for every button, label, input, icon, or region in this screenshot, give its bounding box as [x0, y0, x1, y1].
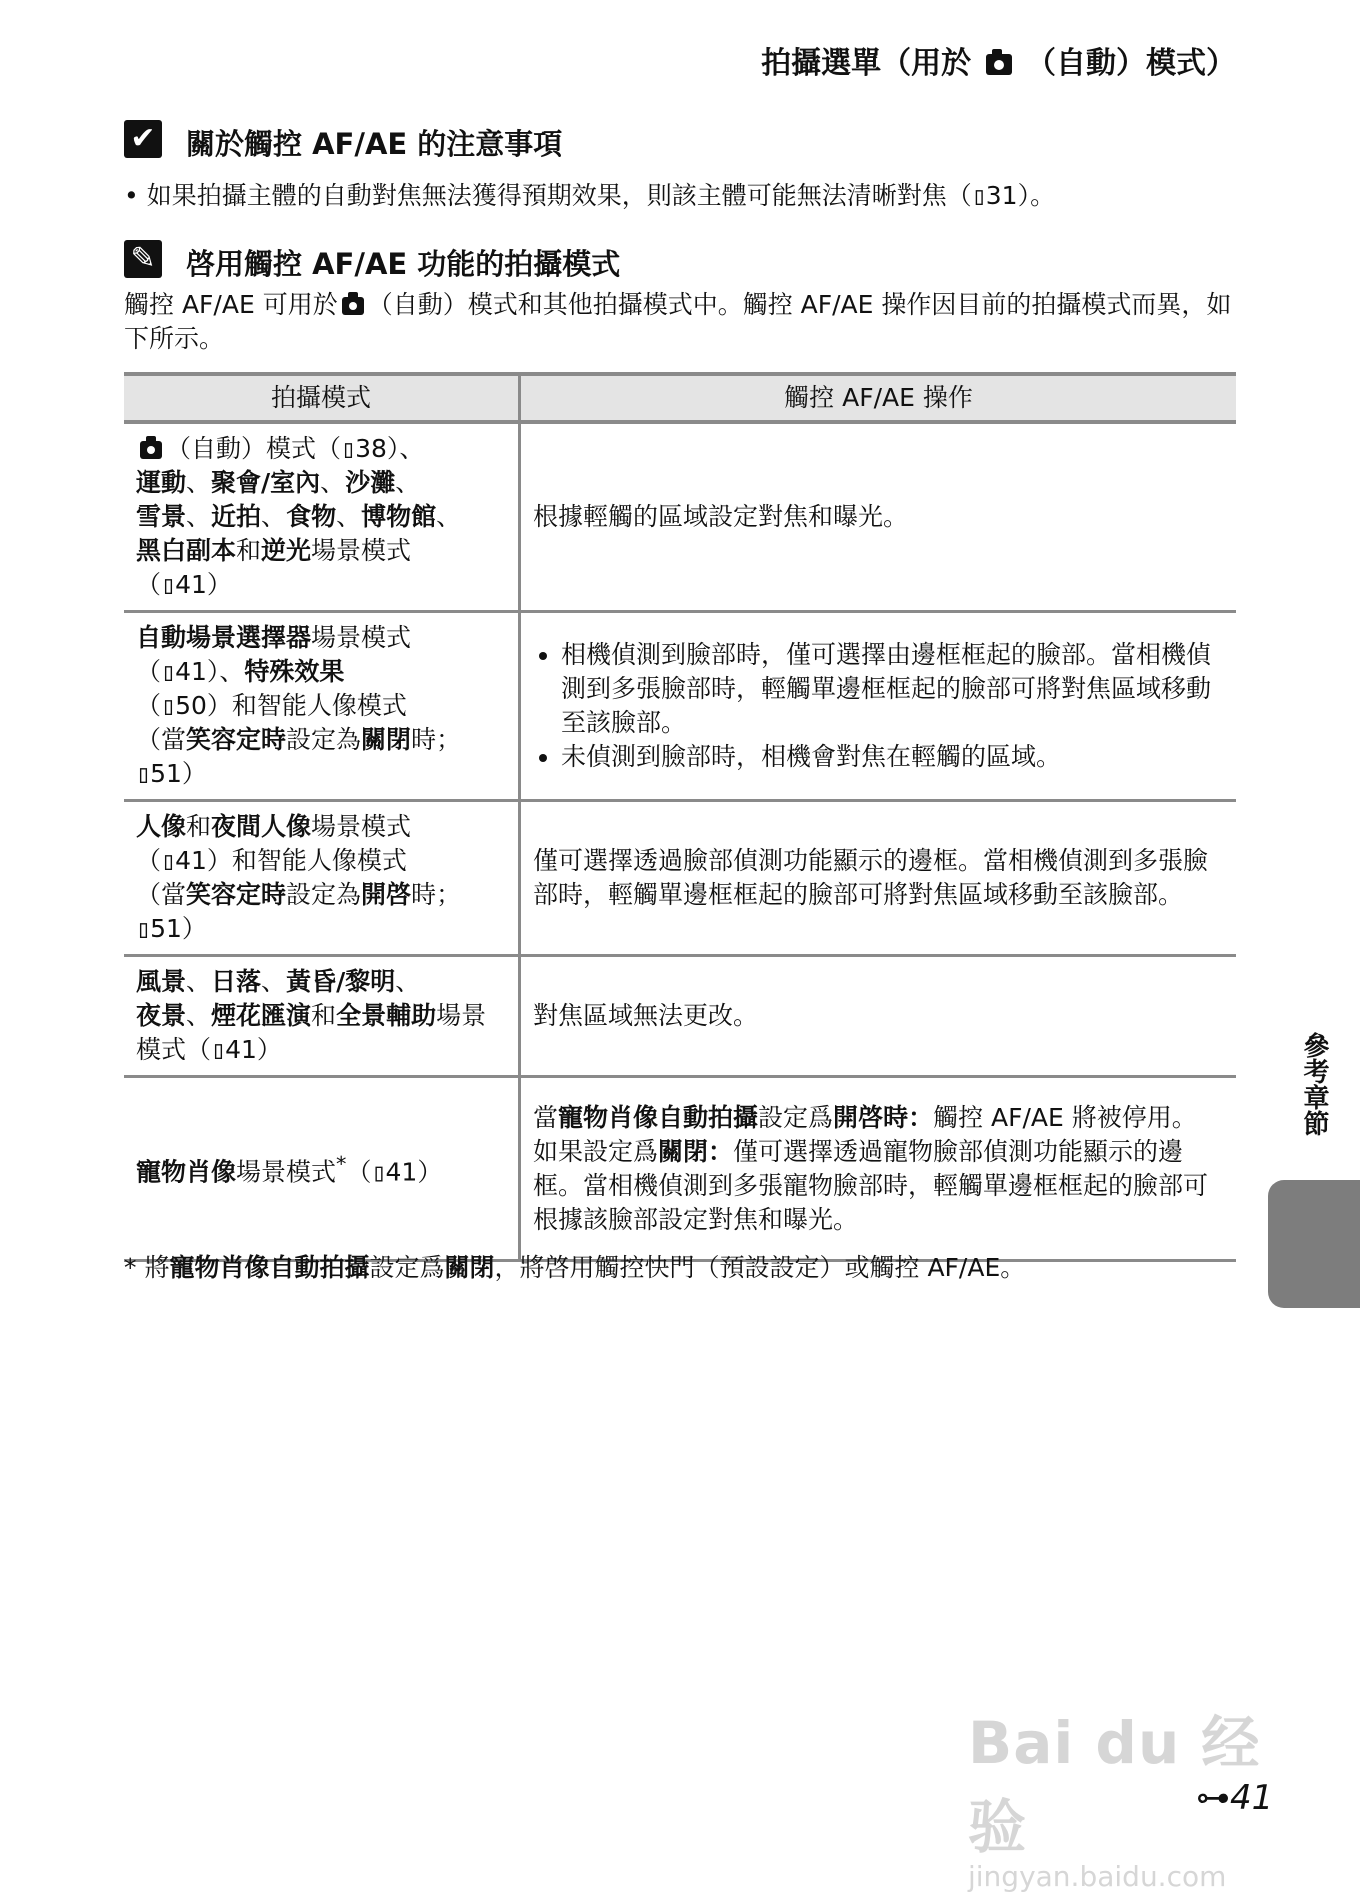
list-item: • 未偵測到臉部時，相機會對焦在輕觸的區域。 — [561, 740, 1226, 774]
mode-table — [124, 372, 1236, 1262]
table-row — [124, 1077, 1236, 1261]
table-row — [124, 801, 1236, 956]
mode-cell: 寵物肖像場景模式*（▯41） — [124, 1077, 520, 1261]
side-tab[interactable] — [1268, 1180, 1360, 1308]
book-reference-icon: ▯ — [341, 434, 356, 463]
book-reference-icon: ▯ — [161, 657, 176, 686]
table-row — [124, 422, 1236, 612]
mode-cell: 人像和夜間人像場景模式 （▯41）和智能人像模式 （當笑容定時設定為開啓時； ▯51） — [124, 801, 520, 956]
mode-cell: （自動）模式（▯38）、 運動、聚會/室內、沙灘、 雪景、近拍、食物、博物館、 黑白副本和逆光場景模式 （▯41） — [124, 422, 520, 612]
mode-cell: 自動場景選擇器場景模式 （▯41）、特殊效果 （▯50）和智能人像模式 （當笑容定時設定為關閉時； ▯51） — [124, 612, 520, 801]
table-row — [124, 612, 1236, 801]
operation-cell: 當寵物肖像自動拍攝設定爲開啓時：觸控 AF/AE 將被停用。 如果設定爲關閉：僅可選擇透過寵物臉部偵測功能顯示的邊框。當相機偵測到多張寵物臉部時，輕觸單邊框框起的臉部可根據該臉部設定對焦和曝光。 — [520, 1077, 1237, 1261]
operation-cell: 僅可選擇透過臉部偵測功能顯示的邊框。當相機偵測到多張臉部時，輕觸單邊框框起的臉部可將對焦區域移動至該臉部。 — [520, 801, 1237, 956]
operation-cell — [520, 612, 1237, 801]
camera-auto-icon — [342, 297, 364, 315]
book-reference-icon: ▯ — [161, 691, 176, 720]
page-number: ⊶41 — [1196, 1778, 1274, 1818]
operation-cell: 根據輕觸的區域設定對焦和曝光。 — [520, 422, 1237, 612]
camera-auto-icon — [140, 441, 162, 459]
camera-auto-icon — [986, 54, 1012, 75]
book-reference-icon: ▯ — [161, 570, 176, 599]
list-item: • 相機偵測到臉部時，僅可選擇由邊框框起的臉部。當相機偵測到多張臉部時，輕觸單邊框框起的臉部可將對焦區域移動至該臉部。 — [561, 638, 1226, 740]
operation-cell: 對焦區域無法更改。 — [520, 956, 1237, 1077]
pencil-icon: ✎ — [124, 240, 162, 278]
book-reference-icon: ▯ — [971, 181, 986, 210]
table-row — [124, 956, 1236, 1077]
reference-section-icon: ⊶ — [1196, 1778, 1230, 1818]
table-header-row — [124, 374, 1236, 422]
column-header-mode: 拍攝模式 — [124, 374, 520, 422]
section-title-modes: 啓用觸控 AF/AE 功能的拍攝模式 — [186, 247, 621, 281]
page-header-title: 拍攝選單（用於 （自動）模式） — [761, 46, 1236, 81]
section-title-notes: 關於觸控 AF/AE 的注意事項 — [186, 127, 563, 161]
intro-paragraph: 觸控 AF/AE 可用於 （自動）模式和其他拍攝模式中。觸控 AF/AE 操作因目前的拍攝模式而異，如下所示。 — [124, 290, 1232, 353]
side-tab-label: 參考章節 — [1299, 1032, 1329, 1136]
footnote: * 將寵物肖像自動拍攝設定爲關閉，將啓用觸控快門（預設設定）或觸控 AF/AE。 — [124, 1253, 1026, 1282]
book-reference-icon: ▯ — [211, 1035, 226, 1064]
book-reference-icon: ▯ — [161, 846, 176, 875]
checkmark-icon: ✔ — [124, 120, 162, 158]
note-bullet: • 如果拍攝主體的自動對焦無法獲得預期效果，則該主體可能無法清晰對焦（▯31）。 — [124, 181, 1056, 210]
watermark: Bai du 经验 jingyan.baidu.com — [968, 1709, 1261, 1893]
book-reference-icon: ▯ — [136, 759, 151, 788]
mode-cell: 風景、日落、黃昏/黎明、 夜景、煙花匯演和全景輔助場景模式（▯41） — [124, 956, 520, 1077]
book-reference-icon: ▯ — [136, 914, 151, 943]
column-header-operation: 觸控 AF/AE 操作 — [520, 374, 1237, 422]
book-reference-icon: ▯ — [371, 1157, 386, 1187]
